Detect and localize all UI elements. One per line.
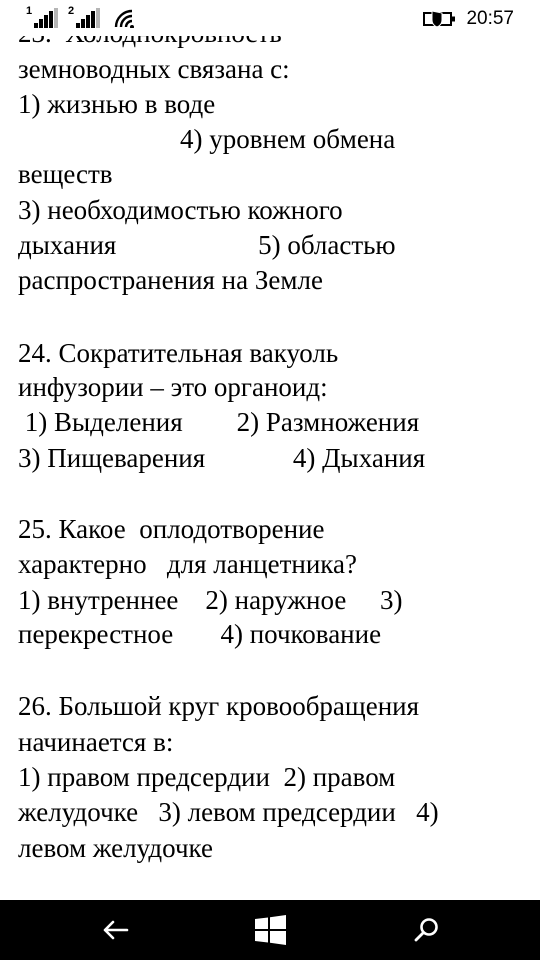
- question-24-title-line-2: инфузории – это органоид:: [18, 372, 328, 402]
- question-23-option-line: 1) жизнью в воде: [18, 89, 216, 119]
- status-time: 20:57: [466, 8, 514, 29]
- question-24-option-line: 3) Пищеварения 4) Дыхания: [18, 443, 426, 473]
- question-26-option-line: 1) правом предсердии 2) правом: [18, 762, 396, 792]
- question-24-option-line: 1) Выделения 2) Размножения: [18, 407, 420, 437]
- navigation-bar: [0, 900, 540, 960]
- question-23-option-line: 3) необходимостью кожного: [18, 195, 343, 225]
- windows-logo-icon: [240, 910, 300, 950]
- question-26-option-line: левом желудочке: [18, 833, 213, 863]
- question-23-option-line: 4) уровнем обмена: [18, 124, 396, 154]
- search-button[interactable]: [396, 910, 456, 950]
- back-arrow-icon: [85, 910, 145, 950]
- status-bar: [0, 0, 540, 36]
- back-button[interactable]: [85, 910, 145, 950]
- battery-saver-icon: [423, 10, 457, 28]
- start-button[interactable]: [240, 910, 300, 950]
- question-25-title-line-2: характерно для ланцетника?: [18, 549, 357, 579]
- question-24-title-line-1: 24. Сократительная вакуоль: [18, 338, 339, 368]
- question-23-title-line-2: земноводных связана с:: [18, 54, 290, 84]
- wifi-icon: [113, 8, 137, 28]
- question-25-title-line-1: 25. Какое оплодотворение: [18, 514, 325, 544]
- question-25-option-line: перекрестное 4) почкование: [18, 619, 382, 649]
- question-26-title-line-2: начинается в:: [18, 727, 174, 757]
- question-23-option-line: распространения на Земле: [18, 265, 323, 295]
- search-icon: [396, 910, 456, 950]
- question-23-option-line: веществ: [18, 159, 113, 189]
- question-26-title-line-1: 26. Большой круг кровообращения: [18, 691, 420, 721]
- question-25-option-line: 1) внутреннее 2) наружное 3): [18, 585, 403, 615]
- question-26-option-line: желудочке 3) левом предсердии 4): [18, 797, 439, 827]
- sim1-label: 1: [26, 5, 33, 17]
- question-23-option-line: дыхания 5) областью: [18, 230, 396, 260]
- sim2-label: 2: [68, 5, 75, 17]
